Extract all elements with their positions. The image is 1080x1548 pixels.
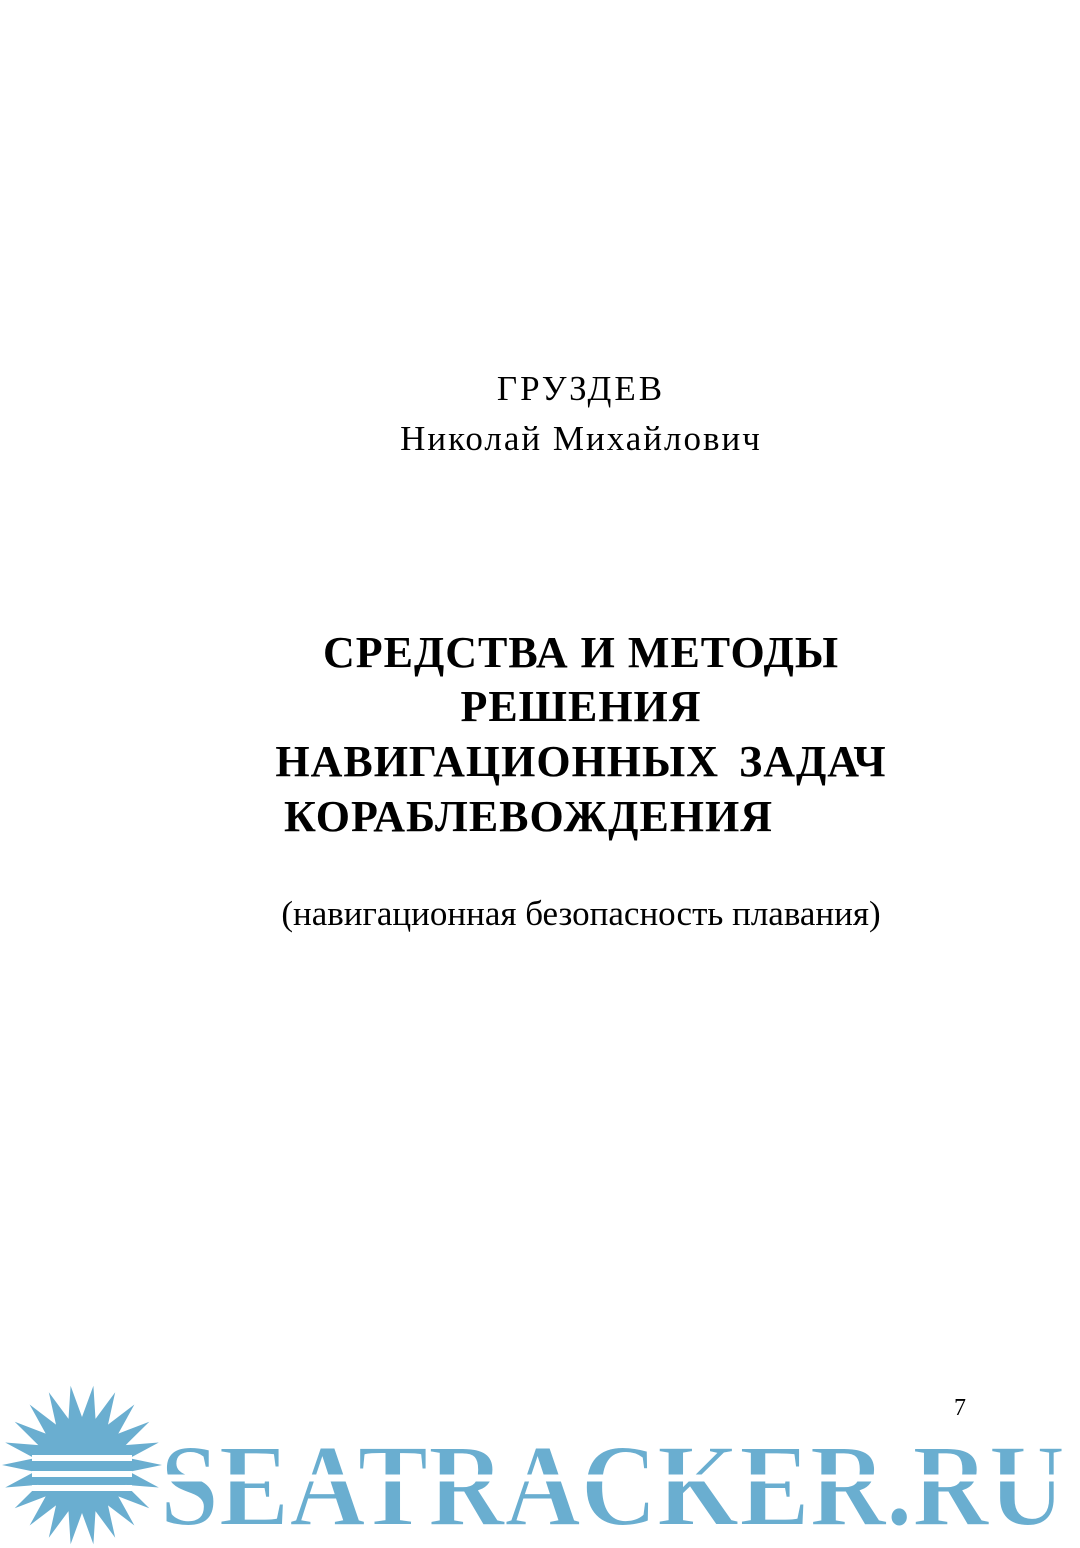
title-line-4: КОРАБЛЕВОЖДЕНИЯ xyxy=(284,792,774,841)
title-line-3: НАВИГАЦИОННЫХ ЗАДАЧ xyxy=(275,737,887,786)
author-last-name: ГРУЗДЕВ xyxy=(496,369,666,408)
sun-icon xyxy=(2,1386,162,1544)
page-number: 7 xyxy=(954,1395,966,1421)
subtitle: (навигационная безопасность плавания) xyxy=(281,894,881,933)
watermark-text-group xyxy=(160,1420,1070,1548)
title-line-2: РЕШЕНИЯ xyxy=(460,682,702,731)
author-first-names: Николай Михайлович xyxy=(400,419,762,458)
watermark-text: SEATRACKER.RU xyxy=(160,1420,1065,1548)
watermark-logo xyxy=(0,1370,1080,1548)
title-line-1: СРЕДСТВА И МЕТОДЫ xyxy=(322,628,840,677)
